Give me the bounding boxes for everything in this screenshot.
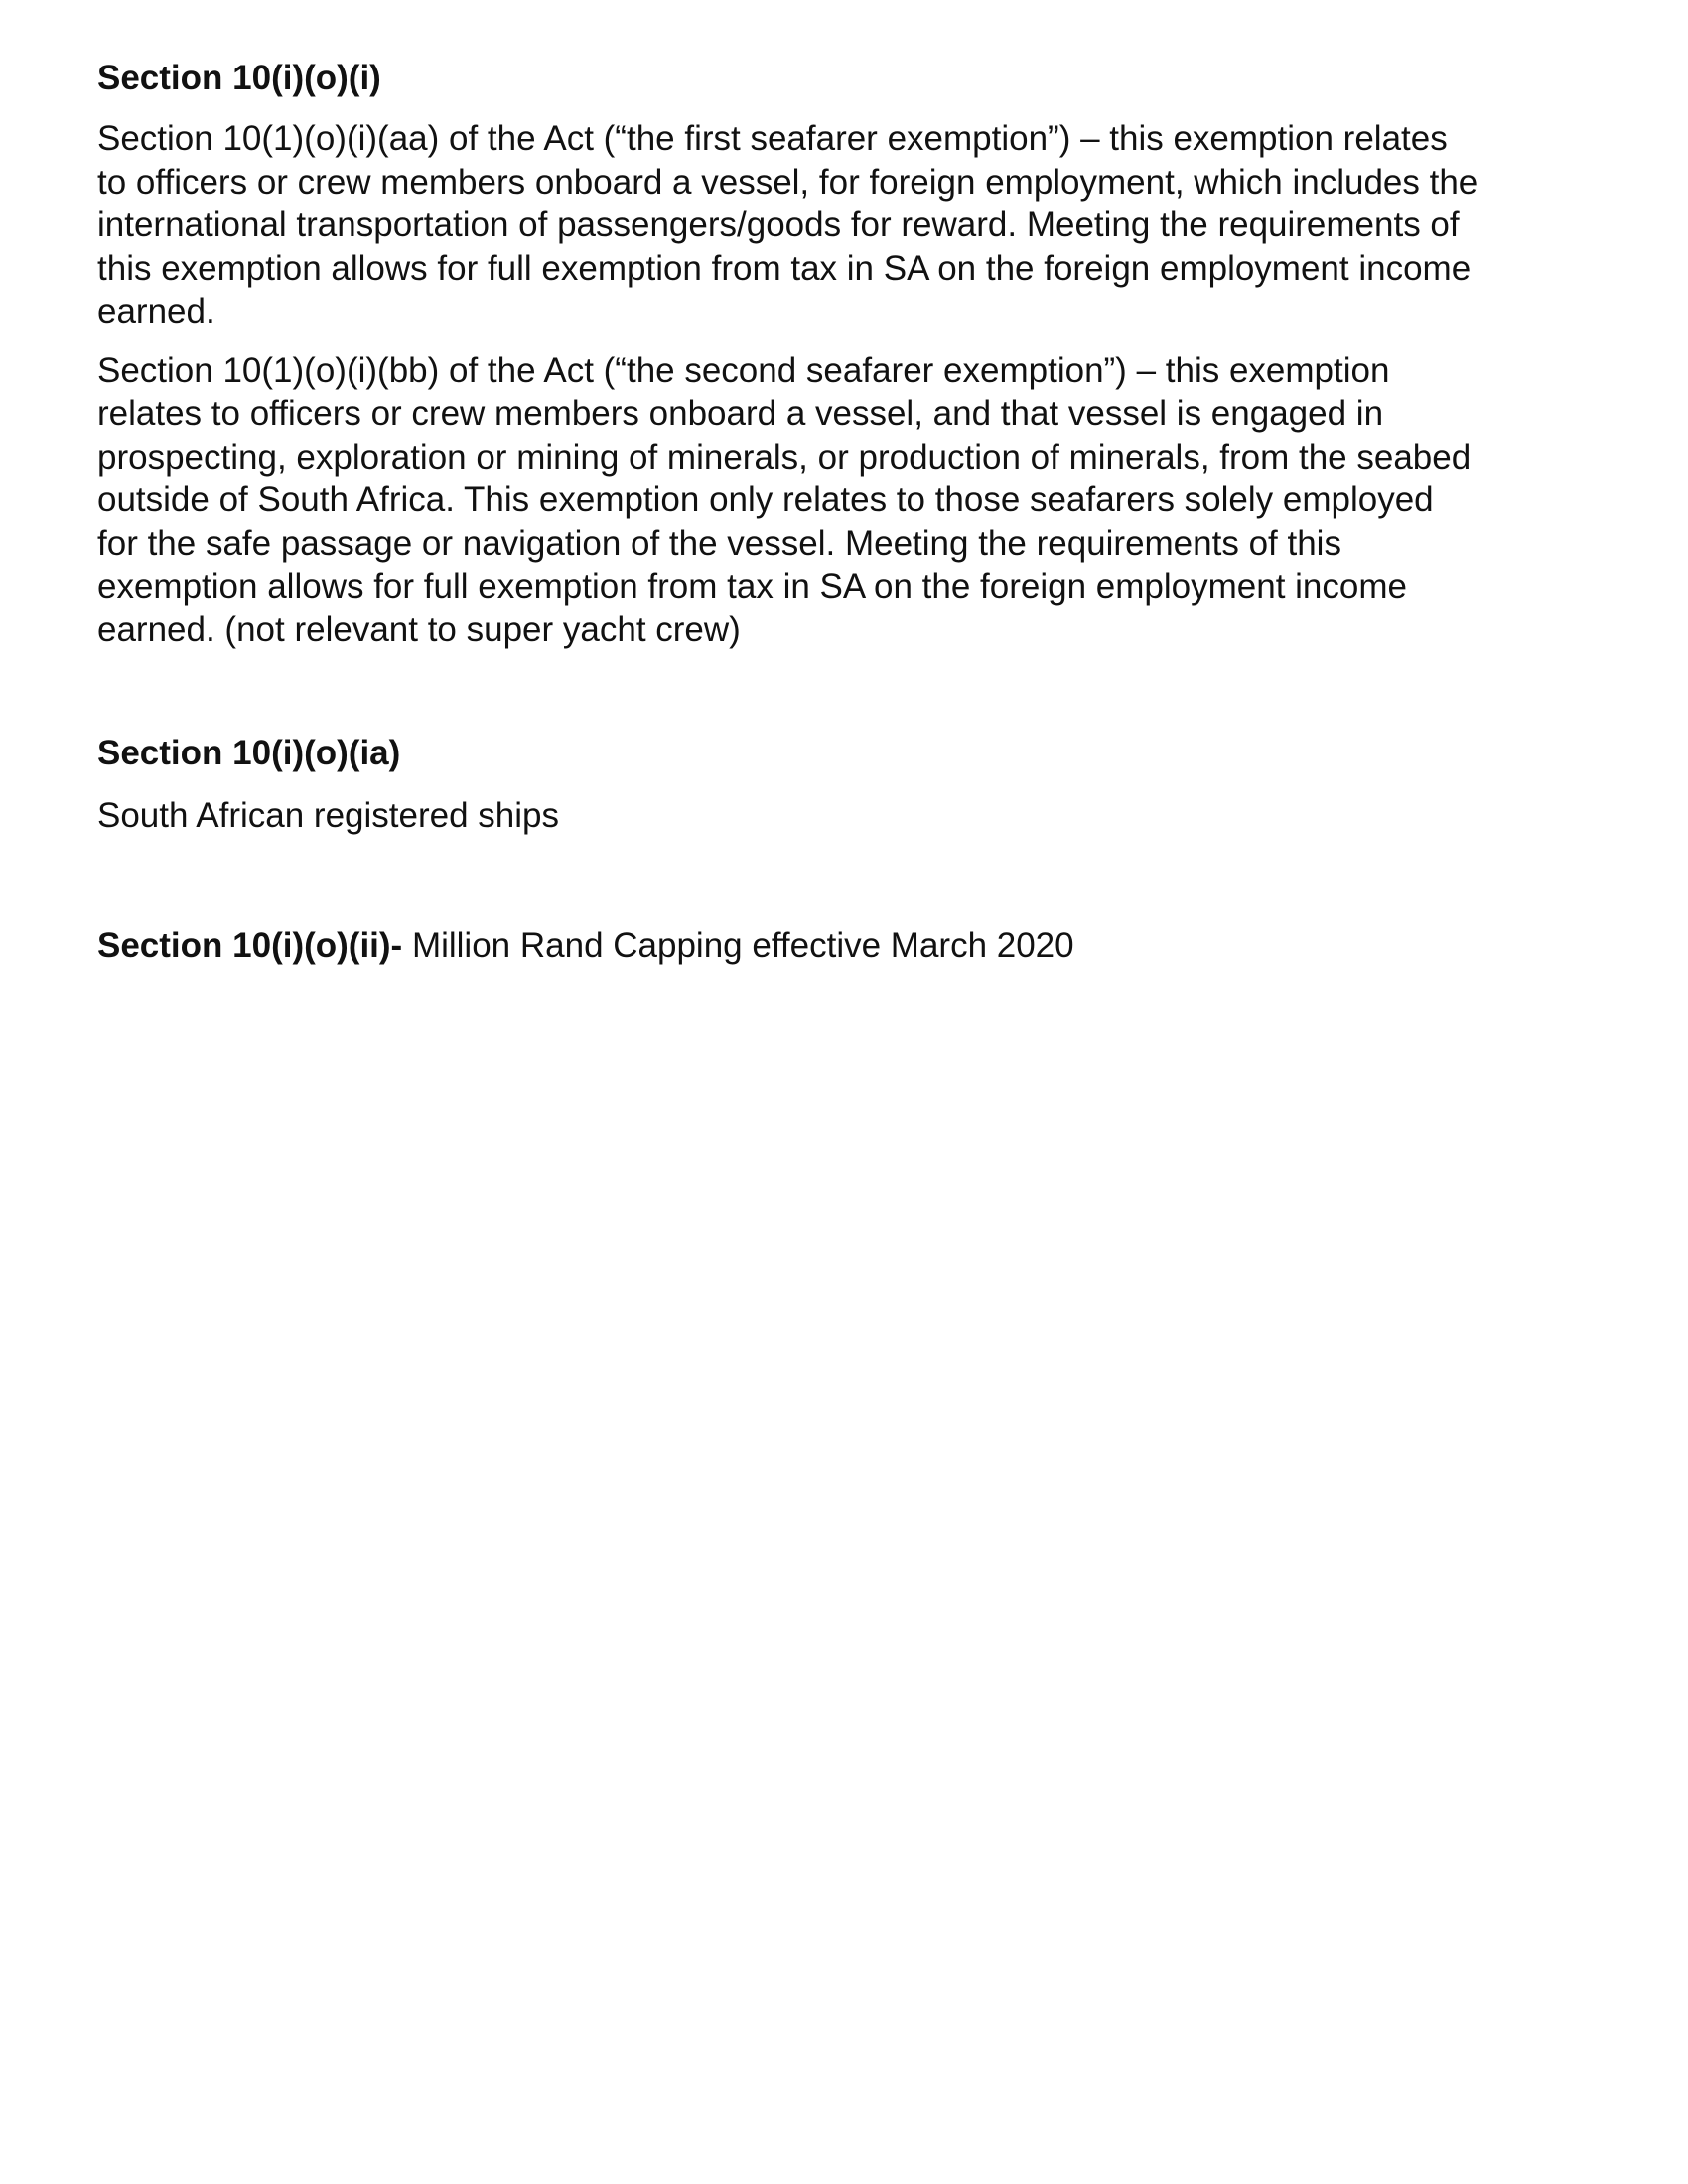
paragraph-second-seafarer-exemption: Section 10(1)(o)(i)(bb) of the Act (“the second seafarer exemption”) – this exemption relates to officers or crew members onboard a vessel, and that vessel is engaged in prospecting, exploration or mining of minerals, or production of minerals, from the seabed outside of South Africa. This exemption only relates to those seafarers solely employed for the safe passage or navigation of the vessel. Meeting the requirements of this exemption allows for full exemption from tax in SA on the foreign employment income earned. (not relevant to super yacht crew): [97, 350, 1472, 649]
paragraph-first-seafarer-exemption: Section 10(1)(o)(i)(aa) of the Act (“the first seafarer exemption”) – this exemption relates to officers or crew members onboard a vessel, for foreign employment, which includes the international transportation of passengers/goods for reward. Meeting the requirements of this exemption allows for full exemption from tax in SA on the foreign employment income earned.: [97, 119, 1478, 331]
section-heading-10-i-o-i: Section 10(i)(o)(i): [97, 59, 381, 97]
paragraph-sa-registered-ships: South African registered ships: [97, 796, 559, 835]
million-rand-capping-text: Million Rand Capping effective March 2020: [402, 925, 1074, 965]
section-heading-10-i-o-ia: Section 10(i)(o)(ia): [97, 734, 401, 772]
section-heading-10-i-o-ii: [97, 923, 1607, 969]
section-heading-10-i-o-ii-label: Section 10(i)(o)(ii)-: [97, 925, 403, 965]
document-page: [97, 56, 1607, 969]
